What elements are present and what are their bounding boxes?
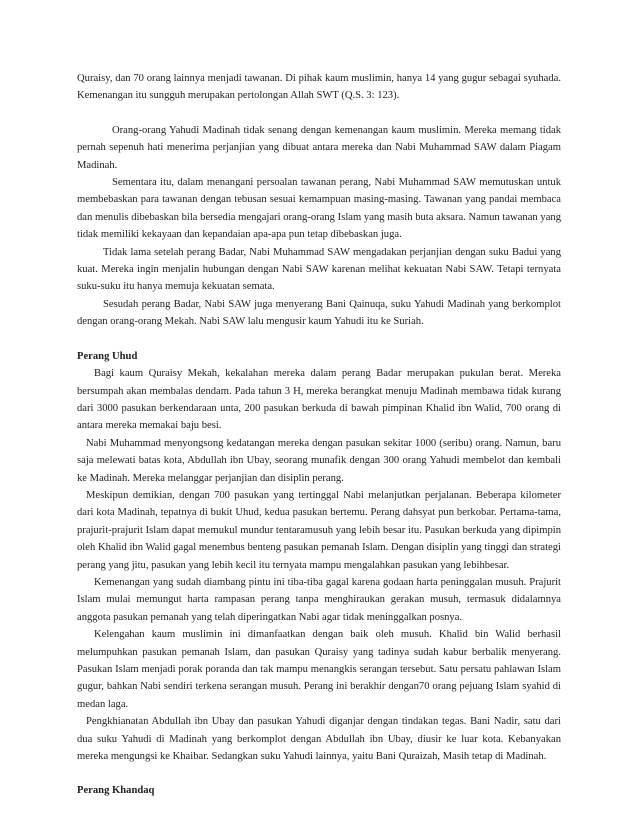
paragraph-uhud-intro: Bagi kaum Quraisy Mekah, kekalahan mereka dalam perang Badar merupakan pukulan berat. Mereka bersumpah akan membalas dendam. Pada tahun 3 H, mereka berangkat menuju Madinah membawa tidak kurang dari 3000 pasukan berkendaraan unta, 200 pasukan berkuda di bawah pimpinan Khalid ibn Walid, 700 orang di antara mereka memakai baju besi. bbox=[77, 368, 561, 432]
section-gap bbox=[77, 765, 561, 782]
paragraph-pengkhianatan: Pengkhianatan Abdullah ibn Ubay dan pasukan Yahudi diganjar dengan tindakan tegas. Bani Nadir, satu dari dua suku Yahudi di Madinah yang berkomplot dengan Abdullah ibn Ubay, diusir ke luar kota. Kebanyakan mereka mengungsi ke Khaibar. Sedangkan suku Yahudi lainnya, yaitu Bani Quraizah, Masih tetap di Madinah. bbox=[77, 716, 561, 763]
paragraph-pertempuran-uhud: Meskipun demikian, dengan 700 pasukan yang tertinggal Nabi melanjutkan perjalanan. Beberapa kilometer dari kota Madinah, tepatnya di bukit Uhud, kedua pasukan bertemu. Perang dahsyat pun berkobar. Pertama-tama, prajurit-prajurit Islam dapat memukul mundur tentaramusuh yang lebih besar itu. Pasukan berkuda yang dipimpin oleh Khalid ibn Walid gagal menembus benteng pasukan pemanah Islam. Dengan disiplin yang tinggi dan strategi perang yang jitu, pasukan yang lebih kecil itu ternyata mampu mengalahkan pasukan yang lebihbesar. bbox=[77, 489, 561, 571]
paragraph-quraisy-tawanan: Quraisy, dan 70 orang lainnya menjadi tawanan. Di pihak kaum muslimin, hanya 14 yang gugur sebagai syuhada. Kemenangan itu sungguh merupakan pertolongan Allah SWT (Q.S. 3: 123). bbox=[77, 73, 561, 102]
paragraph-suku-badui: Tidak lama setelah perang Badar, Nabi Muhammad SAW mengadakan perjanjian dengan suku Badui yang kuat. Mereka ingin menjalin hubungan dengan Nabi SAW karenan melihat kekuatan Nabi SAW. Tetapi ternyata suku-suku itu hanya memuja kekuatan semata. bbox=[77, 246, 561, 293]
paragraph-yahudi-madinah: Orang-orang Yahudi Madinah tidak senang dengan kemenangan kaum muslimin. Mereka memang tidak pernah sepenuh hati menerima perjanjian yang dibuat antara mereka dan Nabi Muhammad SAW dalam Piagam Madinah. bbox=[77, 124, 561, 171]
section-gap bbox=[77, 331, 561, 348]
paragraph-kelengahan: Kelengahan kaum muslimin ini dimanfaatkan dengan baik oleh musuh. Khalid bin Walid berhasil melumpuhkan pasukan pemanah Islam, dan pasukan Quraisy yang tadinya sudah kabur berbalik menyerang. Pasukan Islam menjadi porak poranda dan tak mampu menangkis serangan tersebut. Satu persatu pahlawan Islam gugur, bahkan Nabi sendiri terkena serangan musuh. Perang ini berakhir dengan70 orang pejuang Islam syahid di medan laga. bbox=[77, 629, 561, 710]
paragraph-harta-rampasan: Kemenangan yang sudah diambang pintu ini tiba-tiba gagal karena godaan harta peninggalan musuh. Prajurit Islam mulai memungut harta rampasan perang tanpa menghiraukan gerakan musuh, termasuk didalamnya anggota pasukan pemanah yang telah diperingatkan Nabi agar tidak meninggalkan posnya. bbox=[77, 576, 561, 623]
paragraph-gap bbox=[77, 105, 561, 122]
paragraph-nabi-menyongsong: Nabi Muhammad menyongsong kedatangan mereka dengan pasukan sekitar 1000 (seribu) orang. Namun, baru saja melewati batas kota, Abdullah ibn Ubay, seorang munafik dengan 300 orang Yahudi membelot dan kembali ke Madinah. Mereka melanggar perjanjian dan disiplin perang. bbox=[77, 437, 561, 484]
section-heading-uhud: Perang Uhud bbox=[77, 350, 138, 362]
paragraph-bani-qainuqa: Sesudah perang Badar, Nabi SAW juga menyerang Bani Qainuqa, suku Yahudi Madinah yang berkomplot dengan orang-orang Mekah. Nabi SAW lalu mengusir kaum Yahudi itu ke Suriah. bbox=[77, 298, 561, 328]
paragraph-tawanan-perang: Sementara itu, dalam menangani persoalan tawanan perang, Nabi Muhammad SAW memutuskan untuk membebaskan para tawanan dengan tebusan sesuai kemampuan masing-masing. Tawanan yang pandai membaca dan menulis dibebaskan bila bersedia mengajari orang-orang Islam yang masih buta aksara. Namun tawanan yang tidak memiliki kekayaan dan kepandaian apa-apa pun tetap dibebaskan juga. bbox=[77, 177, 561, 241]
section-heading-khandaq: Perang Khandaq bbox=[77, 785, 155, 797]
